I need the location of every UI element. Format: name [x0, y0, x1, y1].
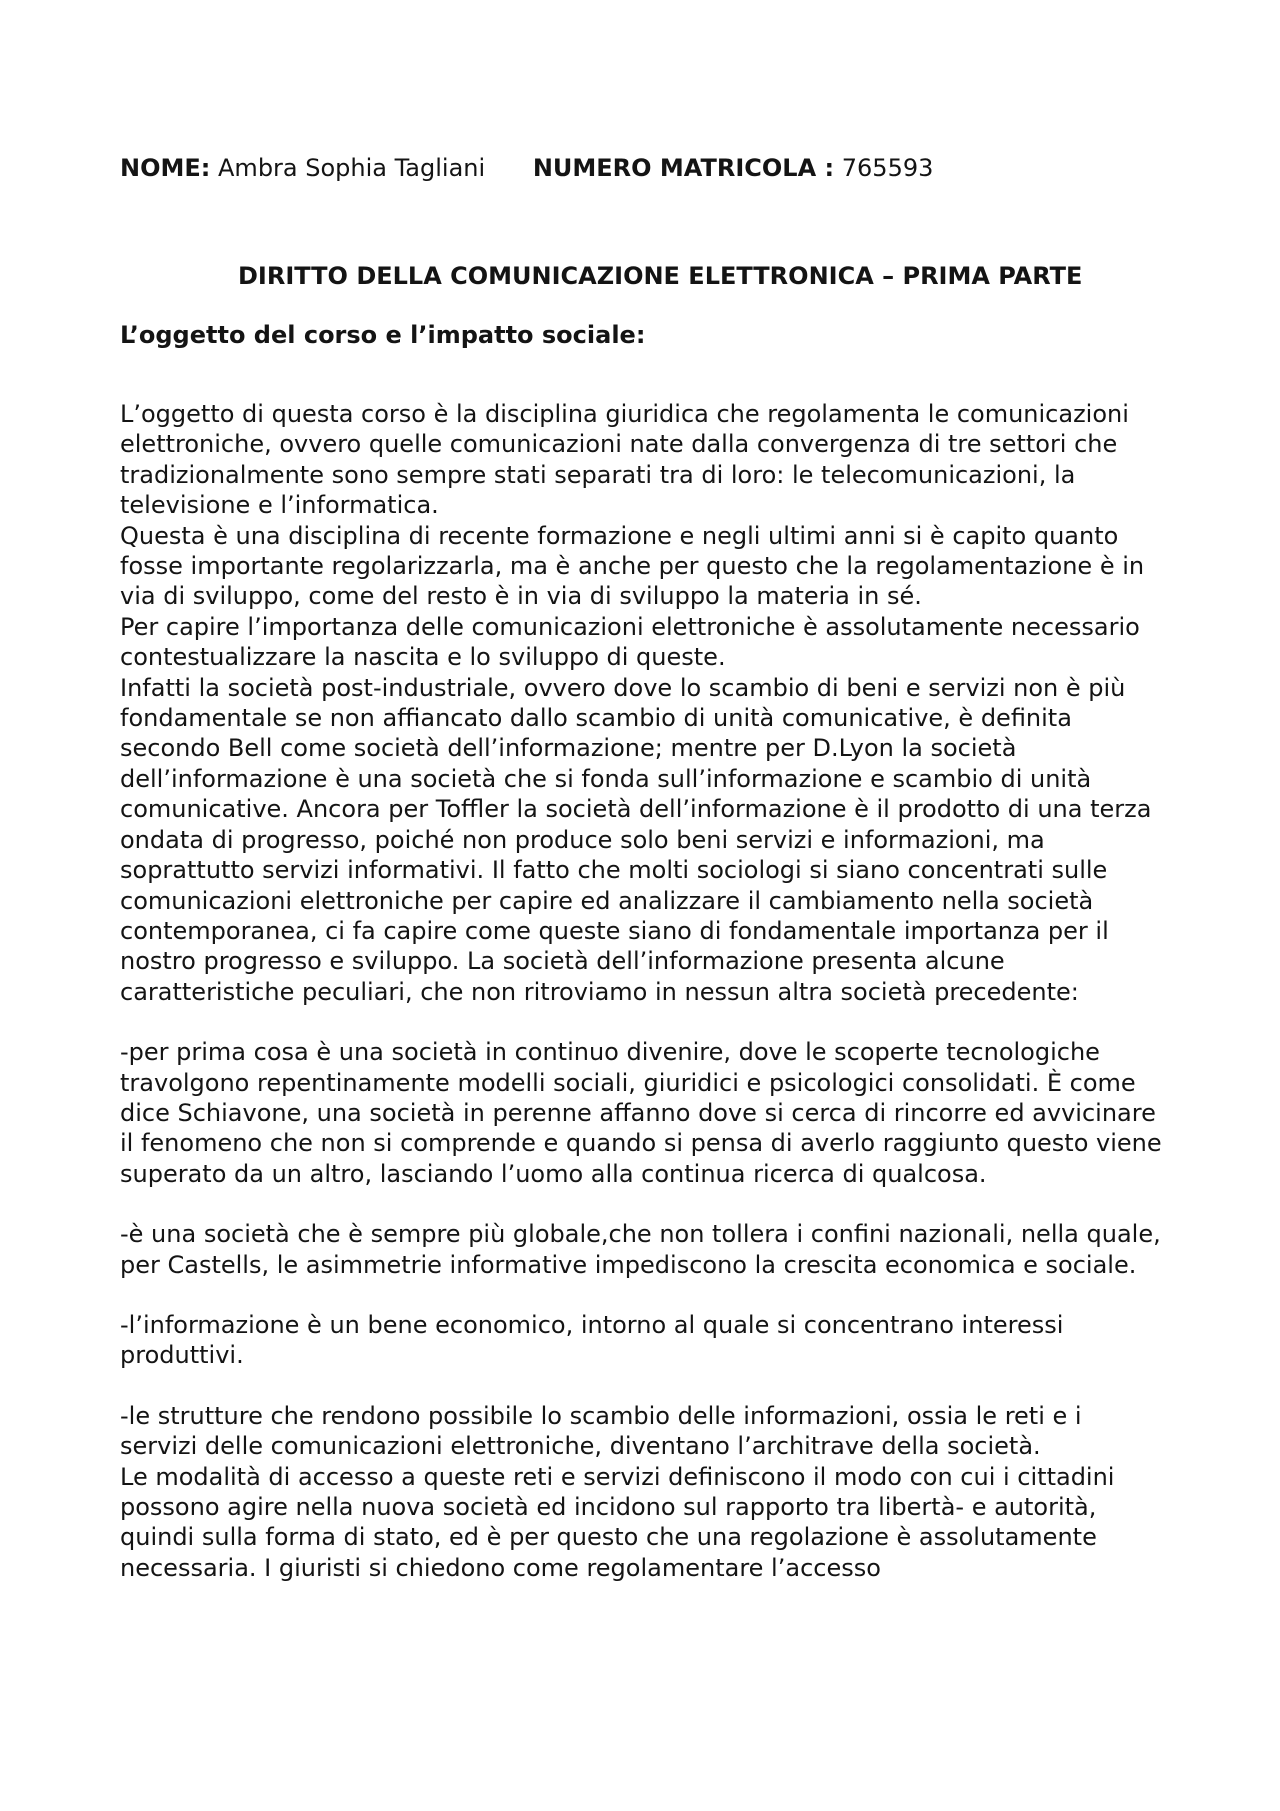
student-name: Ambra Sophia Tagliani: [218, 154, 486, 182]
document-title: DIRITTO DELLA COMUNICAZIONE ELETTRONICA – PRIMA PARTE: [238, 262, 1083, 290]
student-header: [120, 151, 933, 185]
list-item-paragraph: -per prima cosa è una società in continuo divenire, dove le scoperte tecnologiche travolgono repentinamente modelli sociali, giuridici e psicologici consolidati. È come dice Schiavone, una società in perenne affanno dove si cerca di rincorre ed avvicinare il fenomeno che non si comprende e quando si pensa di averlo raggiunto questo viene superato da un altro, lasciando l’uomo alla continua ricerca di qualcosa.: [120, 1038, 1162, 1188]
paragraph: Per capire l’importanza delle comunicazioni elettroniche è assolutamente necessario contestualizzare la nascita e lo sviluppo di queste.: [120, 612, 1140, 672]
paragraph: Le modalità di accesso a queste reti e servizi definiscono il modo con cui i cittadini possono agire nella nuova società ed incidono sul rapporto tra libertà- e autorità, quindi sulla forma di stato, ed è per questo che una regolazione è assolutamente necessaria. I giuristi si chiedono come regolamentare l’accesso: [120, 1462, 1115, 1582]
list-item-paragraph: -le strutture che rendono possibile lo scambio delle informazioni, ossia le reti e i servizi delle comunicazioni elettroniche, diventano l’architrave della società.: [120, 1401, 1082, 1461]
body-text: [120, 399, 1165, 1583]
paragraph: Questa è una disciplina di recente formazione e negli ultimi anni si è capito quanto fosse importante regolarizzarla, ma è anche per questo che la regolamentazione è in via di sviluppo, come del resto è in via di sviluppo la materia in sé.: [120, 521, 1145, 611]
document-page: [120, 0, 1165, 1811]
list-item-paragraph: -l’informazione è un bene economico, intorno al quale si concentrano interessi produttivi.: [120, 1310, 1064, 1370]
list-item-paragraph: -è una società che è sempre più globale,che non tollera i confini nazionali, nella quale, per Castells, le asimmetrie informative impediscono la crescita economica e sociale.: [120, 1220, 1161, 1279]
section-heading: L’oggetto del corso e l’impatto sociale:: [120, 321, 646, 349]
paragraph: Infatti la società post-industriale, ovvero dove lo scambio di beni e servizi non è più fondamentale se non affiancato dallo scambio di unità comunicative, è definita secondo Bell come società dell’informazione; mentre per D.Lyon la società dell’informazione è una società che si fonda sull’informazione e scambio di unità comunicative. Ancora per Toffler la società dell’informazione è il prodotto di una terza ondata di progresso, poiché non produce solo beni servizi e informazioni, ma soprattutto servizi informativi. Il fatto che molti sociologi si siano concentrati sulle comunicazioni elettroniche per capire ed analizzare il cambiamento nella società contemporanea, ci fa capire come queste siano di fondamentale importanza per il nostro progresso e sviluppo. La società dell’informazione presenta alcune caratteristiche peculiari, che non ritroviamo in nessun altra società precedente:: [120, 673, 1152, 1006]
paragraph: L’oggetto di questa corso è la disciplina giuridica che regolamenta le comunicazioni elettroniche, ovvero quelle comunicazioni nate dalla convergenza di tre settori che tradizionalmente sono sempre stati separati tra di loro: le telecomunicazioni, la televisione e l’informatica.: [120, 400, 1129, 520]
matricola-label: NUMERO MATRICOLA :: [532, 154, 835, 182]
matricola-number: 765593: [841, 154, 934, 182]
name-label: NOME:: [120, 154, 211, 182]
